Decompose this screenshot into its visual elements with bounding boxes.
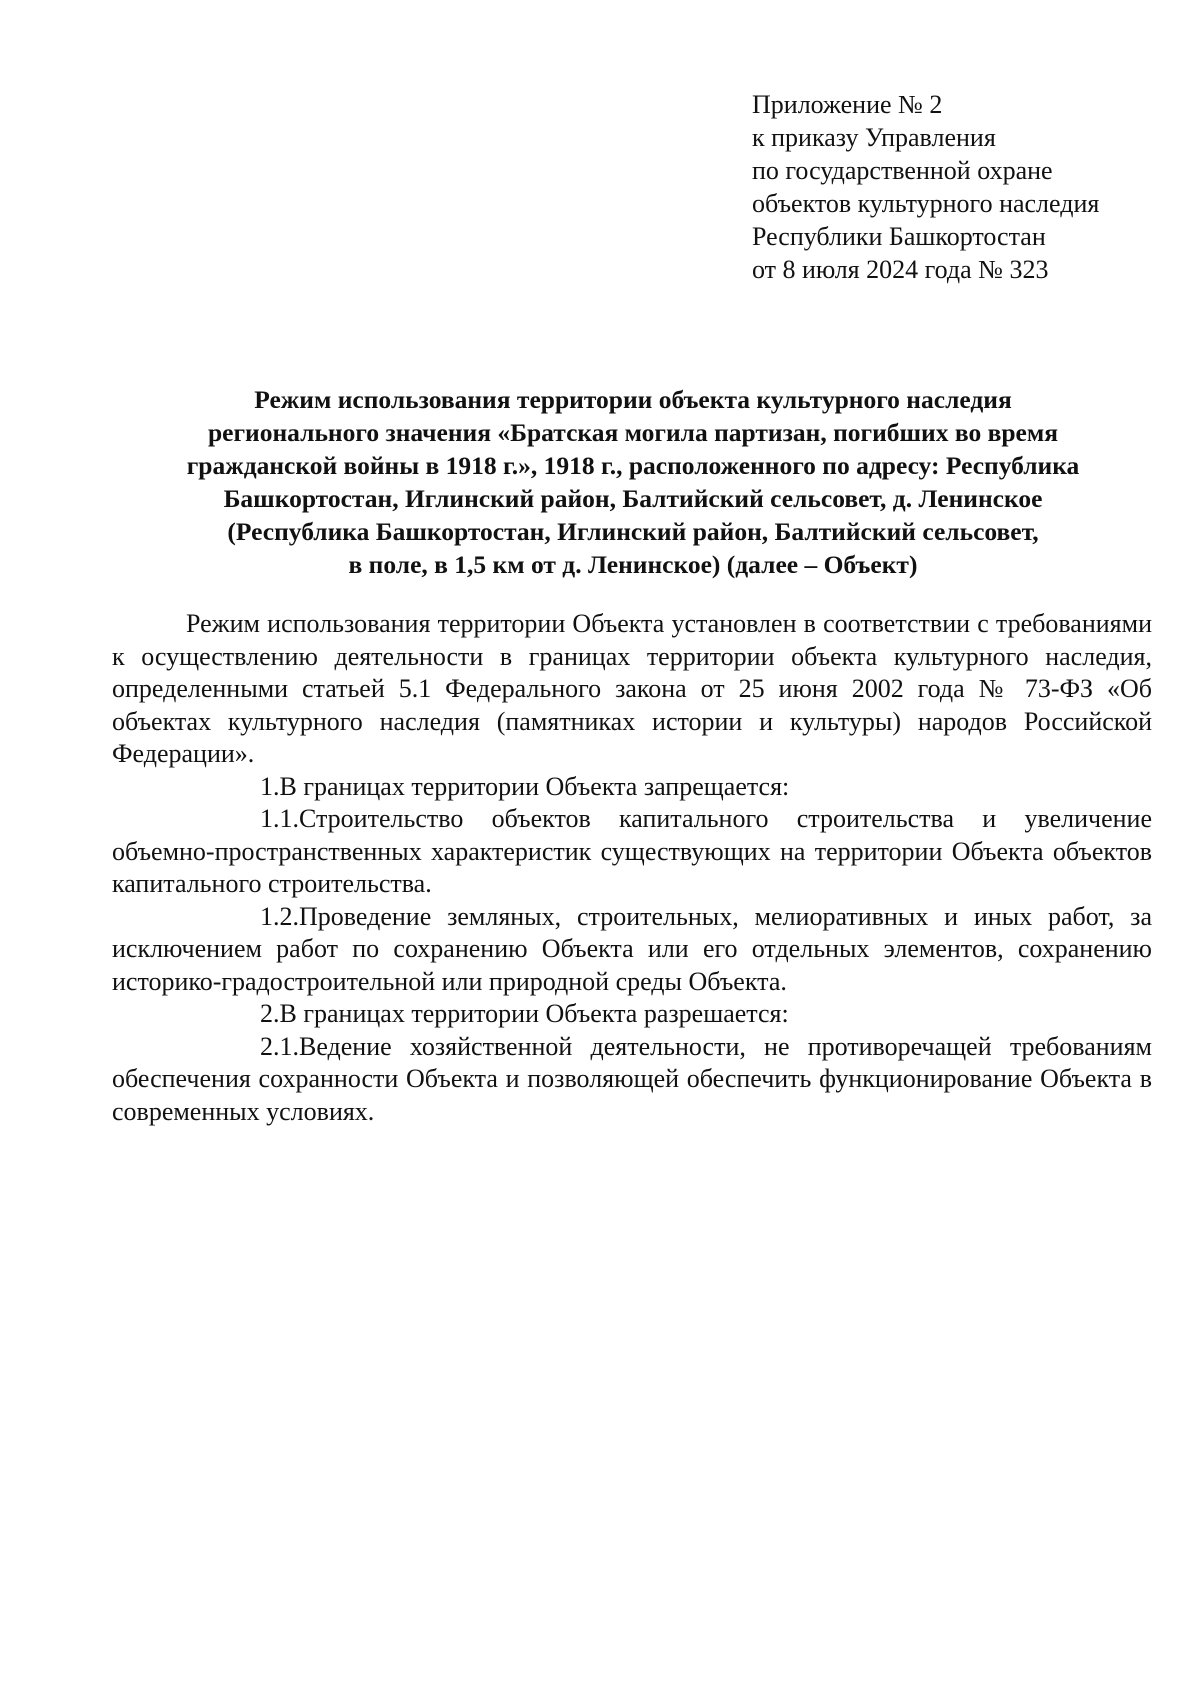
clause-number: 1. xyxy=(260,771,280,801)
title-line: регионального значения «Братская могила партизан, погибших во время xyxy=(207,418,1059,447)
clause-text: В границах территории Объекта разрешается: xyxy=(279,999,789,1028)
title-line: (Республика Башкортостан, Иглинский район, Балтийский сельсовет, xyxy=(227,517,1039,546)
appendix-authority-line1: по государственной охране xyxy=(752,156,1053,185)
appendix-number: Приложение № 2 xyxy=(752,90,943,119)
clause-number: 2. xyxy=(260,999,280,1028)
appendix-header xyxy=(752,88,1172,286)
clause-text: В границах территории Объекта запрещается: xyxy=(279,771,790,801)
clause-text: Строительство объектов капитального строительства и увеличение объемно-пространственных характеристик существующих на территории Объекта объектов капитального строительства. xyxy=(112,804,1152,898)
appendix-date: от 8 июля 2024 года № 323 xyxy=(752,255,1049,284)
appendix-authority-line2: объектов культурного наследия xyxy=(752,189,1100,218)
appendix-authority-line3: Республики Башкортостан xyxy=(752,222,1046,251)
clause-1-1 xyxy=(112,803,1152,901)
clause-number: 2.1. xyxy=(260,1031,299,1061)
intro-paragraph: Режим использования территории Объекта установлен в соответствии с требованиями к осуществлению деятельности в границах территории объекта культурного наследия, определенными статьей 5.1 Федерального закона от 25 июня 2002 года № 73-ФЗ «Об объектах культурного наследия (памятниках истории и культуры) народов Российской Федерации». xyxy=(112,609,1152,768)
clause-number: 1.1. xyxy=(260,804,299,833)
clause-1 xyxy=(112,771,1152,804)
appendix-order-ref: к приказу Управления xyxy=(752,123,996,152)
title-line: Режим использования территории объекта культурного наследия xyxy=(254,385,1012,414)
title-line: в поле, в 1,5 км от д. Ленинское) (далее – Объект) xyxy=(348,550,918,579)
clause-text: Проведение земляных, строительных, мелиоративных и иных работ, за исключением работ по сохранению Объекта или его отдельных элементов, сохранению историко-градостроительной или природной среды Объекта. xyxy=(112,901,1152,996)
clause-2 xyxy=(112,998,1152,1031)
document-title xyxy=(118,383,1148,581)
clause-number: 1.2. xyxy=(260,901,299,931)
clause-1-2 xyxy=(112,901,1152,999)
document-body xyxy=(112,608,1152,1128)
title-line: Башкортостан, Иглинский район, Балтийский сельсовет, д. Ленинское xyxy=(223,484,1043,513)
clause-text: Ведение хозяйственной деятельности, не противоречащей требованиям обеспечения сохранности Объекта и позволяющей обеспечить функционирование Объекта в современных условиях. xyxy=(112,1031,1152,1126)
title-line: гражданской войны в 1918 г.», 1918 г., расположенного по адресу: Республика xyxy=(186,451,1080,480)
clause-2-1 xyxy=(112,1031,1152,1129)
